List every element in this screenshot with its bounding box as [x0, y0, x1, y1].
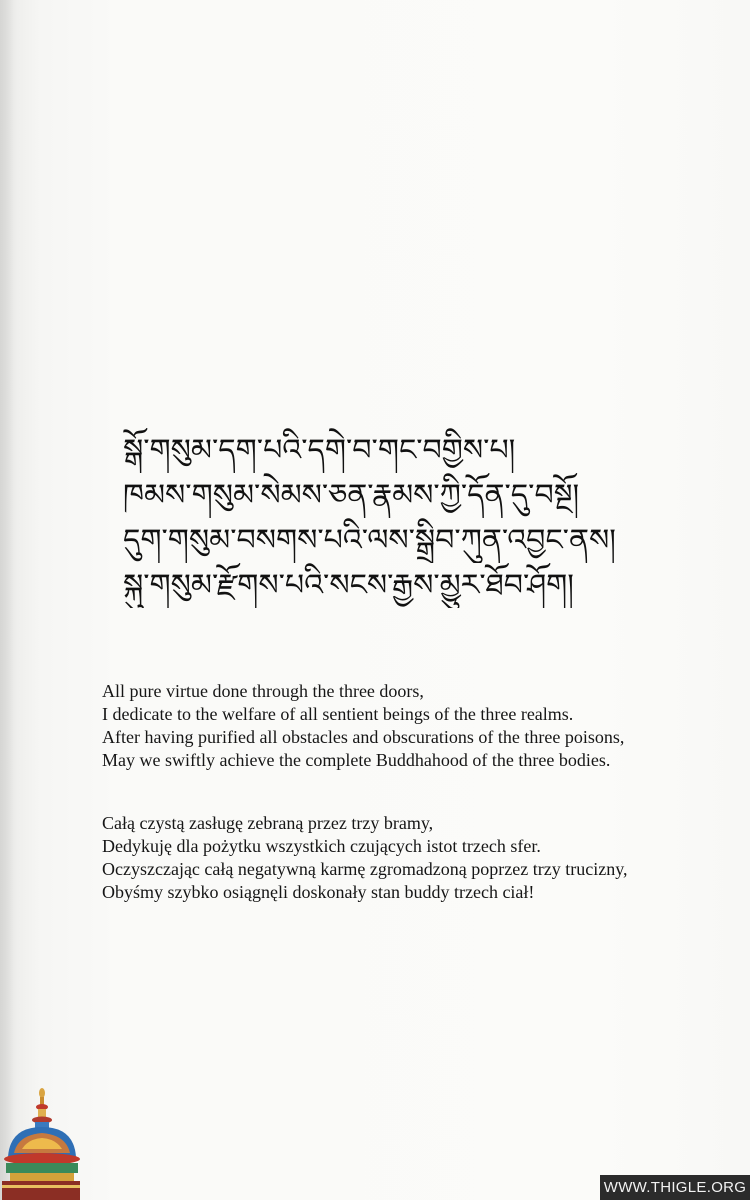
tibetan-verse-line: དུག་གསུམ་བསགས་པའི་ལས་སྒྲིབ་ཀུན་འབྱང་ནས། [123, 523, 616, 558]
english-verse-line: All pure virtue done through the three doors, [102, 681, 424, 701]
polish-verse-line: Obyśmy szybko osiągnęli doskonały stan buddy trzech ciał! [102, 882, 535, 902]
english-verse-line: May we swiftly achieve the complete Buddhahood of the three bodies. [102, 750, 611, 770]
watermark: WWW.THIGLE.ORG [600, 1175, 750, 1200]
tibetan-verse-line: ཁམས་གསུམ་སེམས་ཅན་རྣམས་ཀྱི་དོན་དུ་བསྔོ། [123, 478, 580, 513]
english-verse-line: After having purified all obstacles and obscurations of the three poisons, [102, 727, 625, 747]
english-verse-line: I dedicate to the welfare of all sentient beings of the three realms. [102, 704, 574, 724]
polish-verse [102, 812, 732, 904]
polish-verse-line: Całą czystą zasługę zebraną przez trzy bramy, [102, 813, 434, 833]
english-verse [102, 680, 732, 772]
stupa-icon [0, 1085, 80, 1200]
tibetan-verse [123, 428, 723, 608]
polish-verse-line: Oczyszczając całą negatywną karmę zgromadzoną poprzez trzy trucizny, [102, 859, 628, 879]
tibetan-verse-line: སྐུ་གསུམ་རྫོགས་པའི་སངས་རྒྱས་མྱུར་ཐོབ་ཤོག། [123, 568, 574, 603]
polish-verse-line: Dedykuję dla pożytku wszystkich czujących istot trzech sfer. [102, 836, 541, 856]
spine-shadow [0, 0, 14, 1200]
tibetan-verse-line: སྒོ་གསུམ་དག་པའི་དགེ་བ་གང་བགྱིས་པ། [123, 433, 516, 468]
